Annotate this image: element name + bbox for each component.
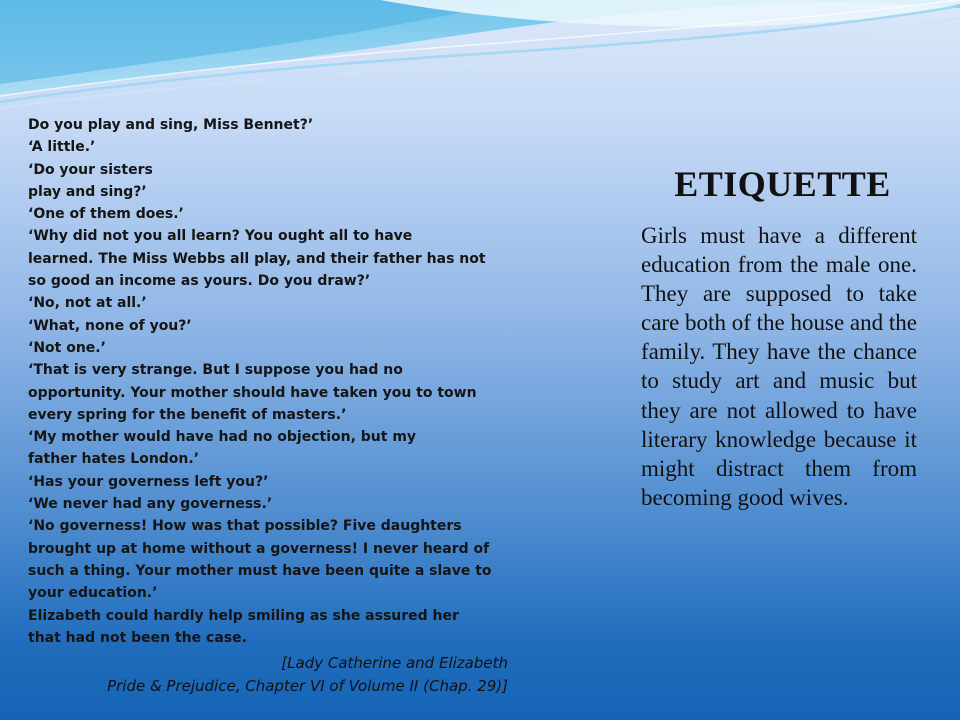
dialogue-line: ‘Not one.’ (28, 339, 106, 356)
citation-line-1: [Lady Catherine and Elizabeth (281, 654, 508, 672)
dialogue-excerpt (28, 114, 498, 649)
dialogue-line: ‘Do your sisters (28, 161, 153, 178)
dialogue-line: father hates London.’ (28, 451, 200, 468)
citation (80, 652, 508, 697)
dialogue-line: that had not been the case. (28, 629, 247, 646)
dialogue-line: ‘Has your governess left you?’ (28, 473, 269, 490)
dialogue-line: every spring for the benefit of masters.’ (28, 406, 347, 423)
dialogue-line: ‘A little.’ (28, 139, 96, 156)
dialogue-line: your education.’ (28, 585, 158, 602)
dialogue-line: ‘We never had any governess.’ (28, 496, 273, 513)
dialogue-line: play and sing?’ (28, 183, 147, 200)
dialogue-line: ‘My mother would have had no objection, but my (28, 429, 417, 446)
slide-paragraph: Girls must have a different education from the male one. They are supposed to take care both of the house and the family. They have the chance to study art and music but they are not allowed to have literary knowledge because it might distract them from becoming good wives. (641, 223, 917, 510)
dialogue-line: so good an income as yours. Do you draw?’ (28, 273, 371, 290)
citation-line-2: Pride & Prejudice, Chapter VI of Volume II (Chap. 29)] (107, 676, 508, 695)
dialogue-line: ‘No, not at all.’ (28, 295, 147, 312)
dialogue-line: ‘What, none of you?’ (28, 317, 192, 334)
dialogue-line: Elizabeth could hardly help smiling as she assured her (28, 607, 459, 624)
dialogue-line: learned. The Miss Webbs all play, and their father has not (28, 250, 486, 267)
slide-title: ETIQUETTE (674, 164, 891, 204)
dialogue-line: such a thing. Your mother must have been quite a slave to (28, 562, 492, 579)
header-wave-decoration (0, 0, 960, 130)
dialogue-line: opportunity. Your mother should have taken you to town (28, 384, 477, 401)
dialogue-line: ‘That is very strange. But I suppose you had no (28, 362, 403, 379)
dialogue-line: ‘Why did not you all learn? You ought all to have (28, 228, 413, 245)
dialogue-line: Do you play and sing, Miss Bennet?’ (28, 117, 314, 133)
dialogue-line: ‘One of them does.’ (28, 206, 184, 223)
dialogue-line: ‘No governess! How was that possible? Five daughters (28, 518, 462, 535)
dialogue-line: brought up at home without a governess! I never heard of (28, 540, 490, 557)
